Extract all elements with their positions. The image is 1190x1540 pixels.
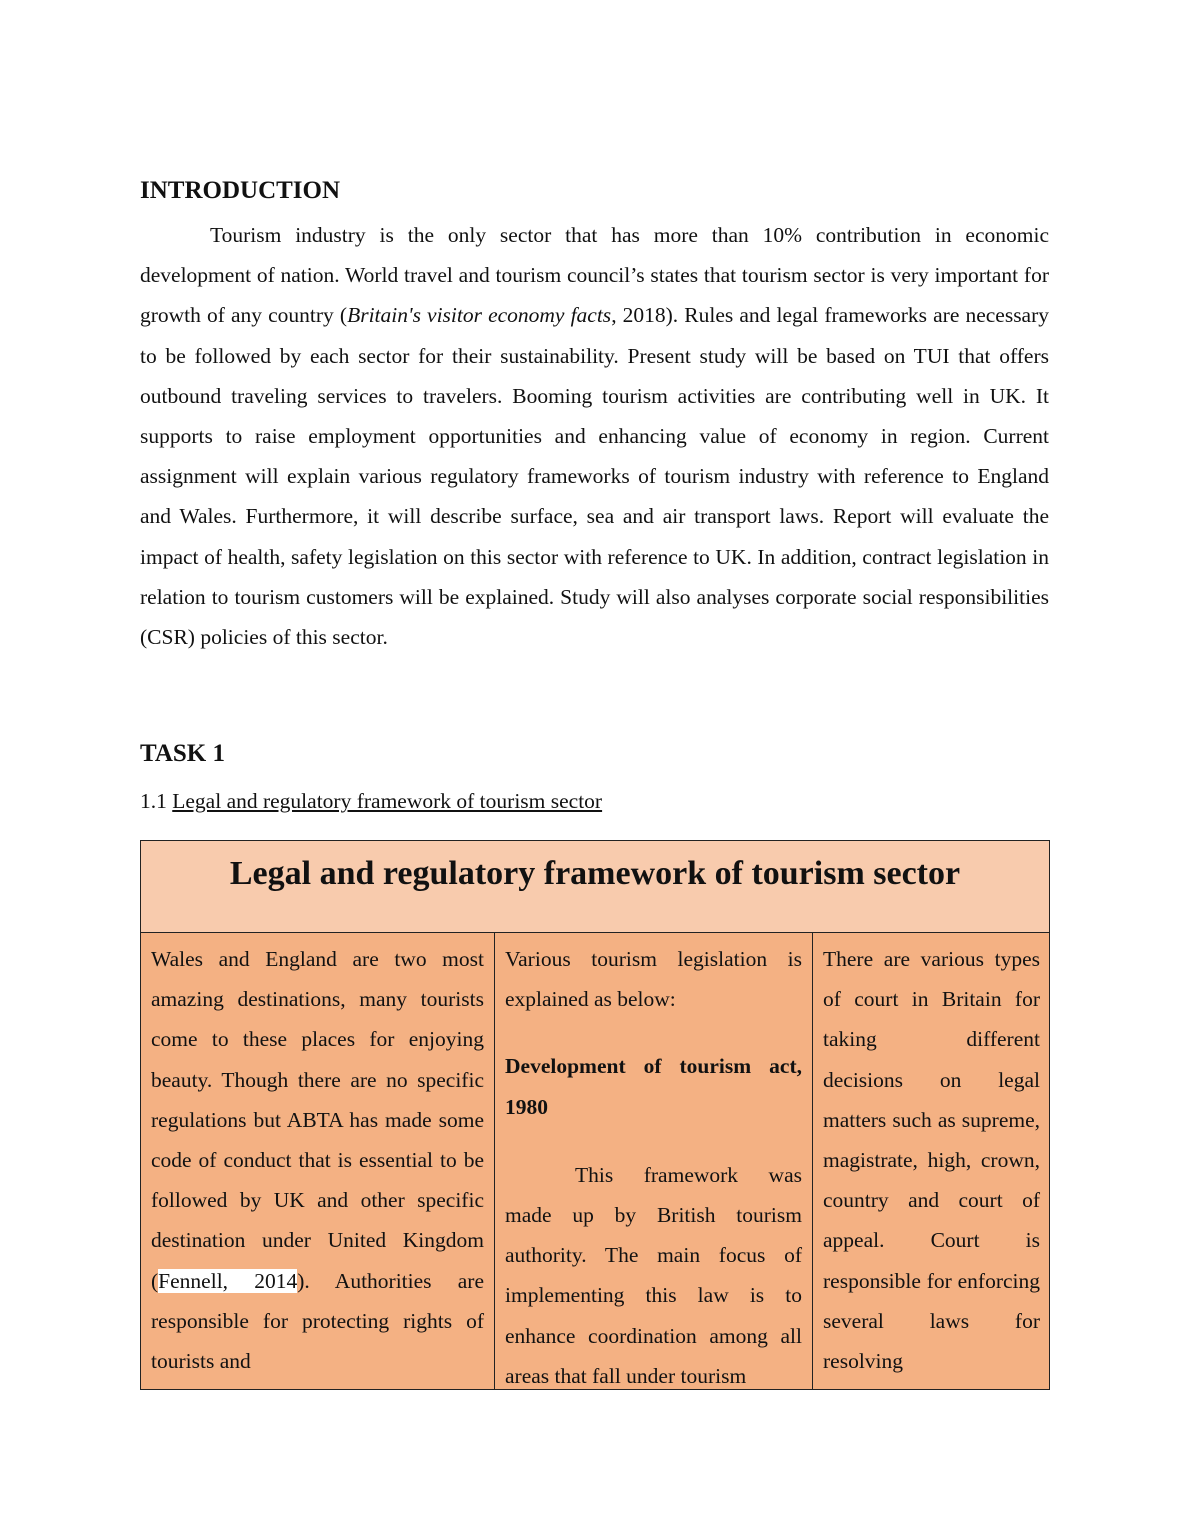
intro-citation-title: Britain's visitor economy facts [347, 303, 612, 328]
intro-text-part1: Tourism industry is the only sector that has more than 10% contribution in economic development of nation. World travel and tourism council’s states that tourism sector is very important for growth of any country ( [140, 223, 1049, 328]
table-cell-wales-england [141, 933, 495, 1390]
task-1-heading: TASK 1 [140, 740, 225, 767]
col2-paragraph: This framework was made up by British tourism authority. The main focus of implementing this law is to enhance coordination among all areas that fall under tourism [505, 1162, 802, 1388]
table-row [141, 933, 1049, 1390]
col2-intro: Various tourism legislation is explained as below: [505, 947, 802, 1012]
col3-paragraph: There are various types of court in Britain for taking different decisions on legal matters such as supreme, magistrate, high, crown, country and court of appeal. Court is responsible for enforcing several laws for resolving [823, 947, 1040, 1374]
col1-citation: Fennell, 2014 [158, 1268, 298, 1293]
table-cell-courts [813, 933, 1050, 1390]
intro-text-part2: , 2018). Rules and legal frameworks are necessary to be followed by each sector for their sustainability. Present study will be based on TUI that offers outbound traveling services to travelers. Booming tourism activities are contributing well in UK. It supports to raise employment opportunities and enhancing value of economy in region. Current assignment will explain various regulatory frameworks of tourism industry with reference to England and Wales. Furthermore, it will describe surface, sea and air transport laws. Report will evaluate the impact of health, safety legislation on this sector with reference to UK. In addition, contract legislation in relation to tourism customers will be explained. Study will also analyses corporate social responsibilities (CSR) policies of this sector. [140, 303, 1050, 650]
table-cell-legislation [495, 933, 813, 1390]
introduction-heading: INTRODUCTION [140, 177, 341, 204]
col1-paragraph [151, 939, 484, 1381]
col2-subheading: Development of tourism act, 1980 [505, 1054, 802, 1119]
col1-text-before: Wales and England are two most amazing destinations, many tourists come to these places for enjoying beauty. Though there are no specific regulations but ABTA has made some code of conduct that is essential to be followed by UK and other specific destination under United Kingdom ( [151, 947, 484, 1293]
introduction-paragraph [140, 215, 1049, 657]
framework-table [140, 840, 1050, 1390]
subsection-number: 1.1 [140, 789, 173, 813]
table-title: Legal and regulatory framework of tourism sector [141, 841, 1049, 933]
subsection-title: Legal and regulatory framework of tourism sector [172, 789, 603, 813]
subsection-heading [140, 786, 602, 816]
col1-text-after: ). Authorities are responsible for protecting rights of tourists and [151, 1268, 484, 1374]
